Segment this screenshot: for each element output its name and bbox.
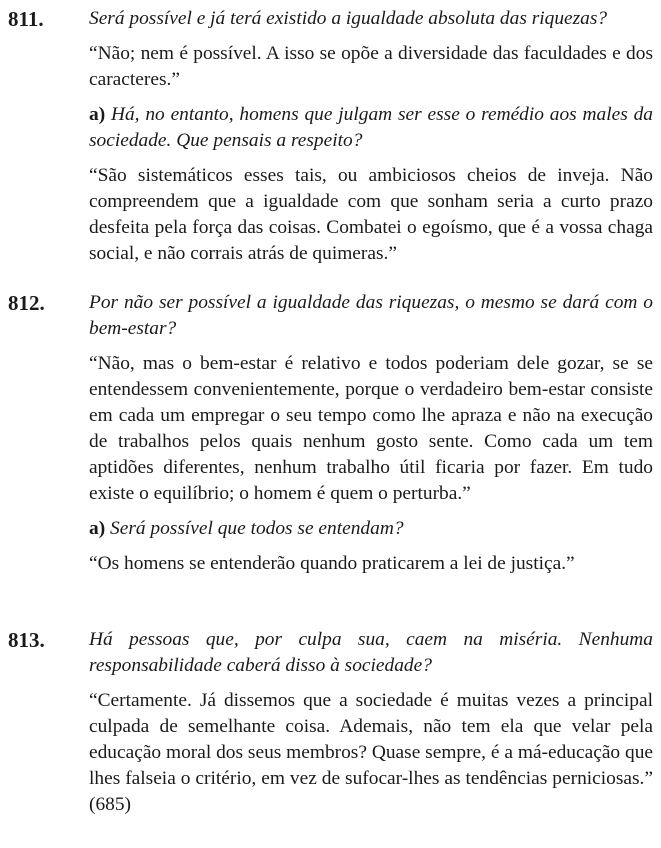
- question-811: [0, 6, 661, 276]
- sub-answer-text: “São sistemáticos esses tais, ou ambiciosos cheios de inveja. Não compreendem que a igualdade com que sonham seria a curto prazo desfeita pela força das coisas. Combatei o egoísmo, que é a vossa chaga social, e não corrais atrás de quimeras.”: [89, 165, 653, 264]
- question-text: Por não ser possível a igualdade das riquezas, o mesmo se dará com o bem-estar?: [89, 292, 653, 339]
- question-number: 812.: [8, 291, 45, 315]
- question-813: [0, 627, 661, 827]
- sub-question: [89, 516, 653, 542]
- sub-question-text: Há, no entanto, homens que julgam ser esse o remédio aos males da sociedade. Que pensais a respeito?: [89, 104, 653, 151]
- sub-question-letter: a): [89, 104, 106, 125]
- answer-text: “Certamente. Já dissemos que a sociedade é muitas vezes a principal culpada de semelhante coisa. Ademais, não tem ela que velar pela educação moral dos seus membros? Quase sempre, é a má-educação que lhes falseia o critério, em vez de sufocar-lhes as tendências perniciosas.” (685): [89, 690, 653, 815]
- question-number: 811.: [8, 7, 44, 31]
- sub-question: [89, 102, 653, 154]
- question-812: [0, 290, 661, 586]
- answer-text: “Não; nem é possível. A isso se opõe a diversidade das faculdades e dos caracteres.”: [89, 43, 653, 90]
- question-text: Será possível e já terá existido a igualdade absoluta das riquezas?: [89, 8, 608, 29]
- question-text: Há pessoas que, por culpa sua, caem na miséria. Nenhuma responsabilidade caberá disso à sociedade?: [89, 629, 653, 676]
- question-number: 813.: [8, 628, 45, 652]
- answer-text: “Não, mas o bem-estar é relativo e todos poderiam dele gozar, se se entendessem convenientemente, porque o verdadeiro bem-estar consiste em cada um empregar o seu tempo como lhe apraza e não na execução de trabalhos pelos quais nenhum gosto sente. Como cada um tem aptidões diferentes, nenhum trabalho útil ficaria por fazer. Em tudo existe o equilíbrio; o homem é quem o perturba.”: [89, 353, 653, 504]
- sub-answer-text: “Os homens se entenderão quando praticarem a lei de justiça.”: [89, 553, 575, 574]
- sub-question-text: Será possível que todos se entendam?: [110, 518, 404, 539]
- sub-question-letter: a): [89, 518, 106, 539]
